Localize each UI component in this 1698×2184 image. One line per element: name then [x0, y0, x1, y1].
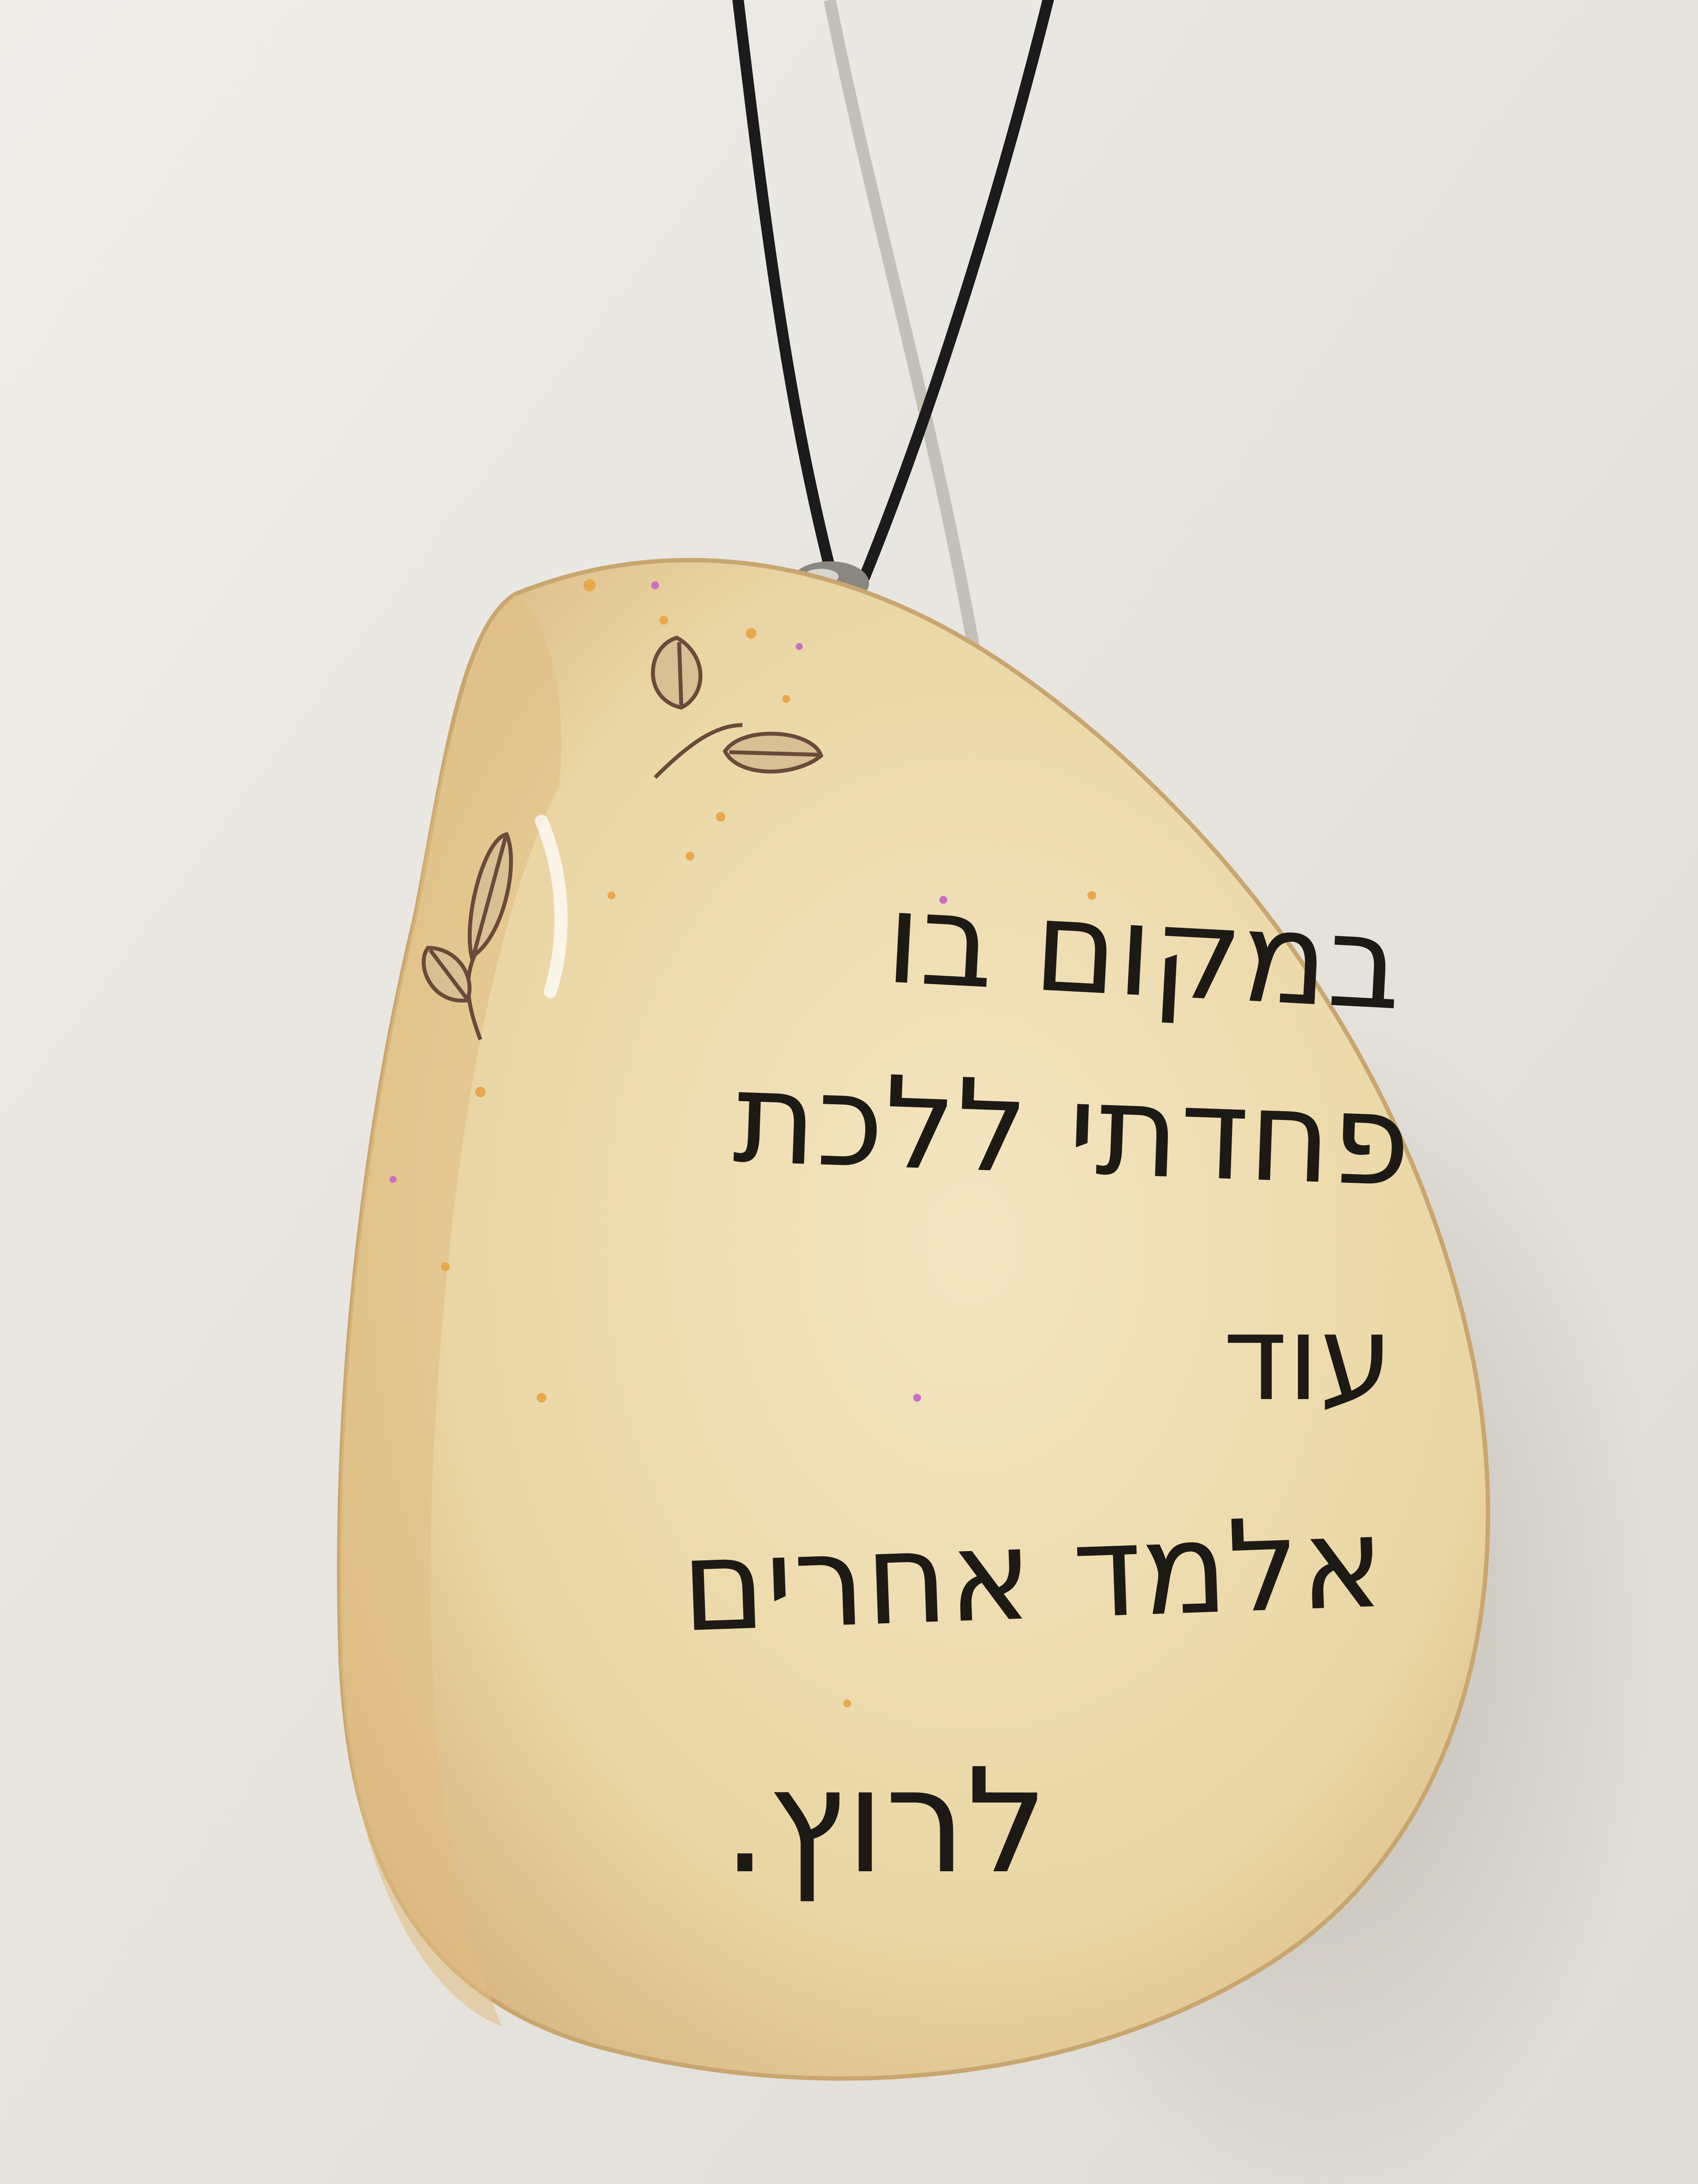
- inscription-line-3: עוד: [1223, 1289, 1393, 1427]
- inscription-line-2: פחדתי ללכת: [731, 1044, 1413, 1215]
- inscription-line-4: אלמד אחרים: [679, 1489, 1387, 1661]
- inscription-line-5: לרוץ.: [722, 1738, 1048, 1905]
- stone-inscription: [568, 852, 1419, 1944]
- inscription-line-1: במקום בו: [882, 864, 1405, 1039]
